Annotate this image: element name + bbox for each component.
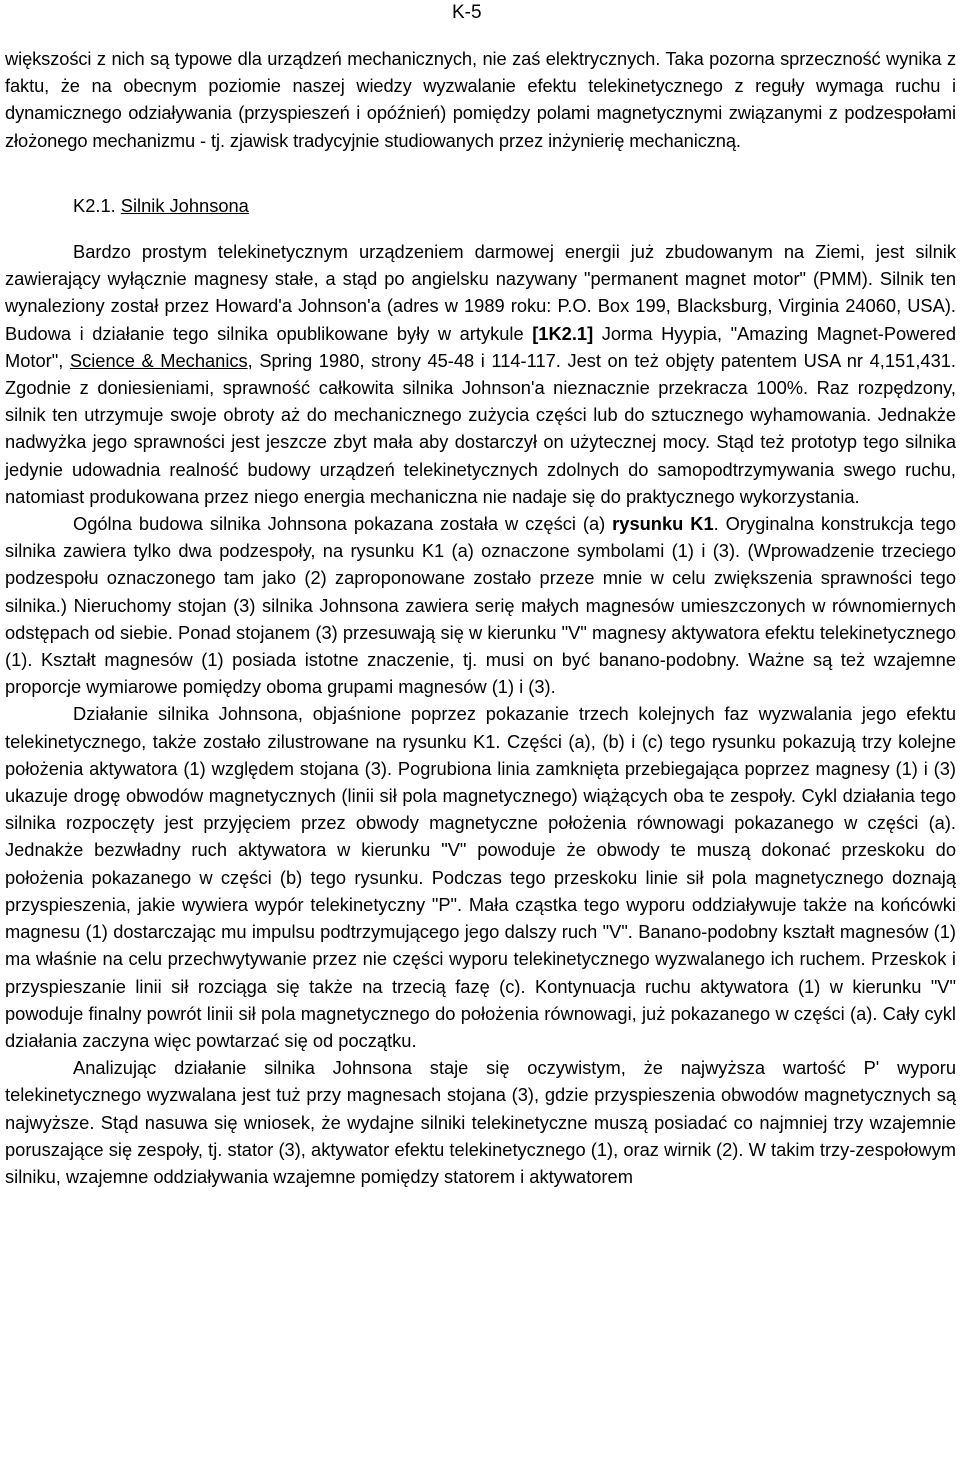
paragraph-1-text-c: , Spring 1980, strony 45-48 i 114-117. Jest on też objęty patentem USA nr 4,151,431. Zgodnie z doniesieniami, sprawność całkowita silnika Johnson'a nieznacznie przekracza 100%. Raz rozpędzony, silnik ten utrzymuje swoje obroty aż do mechanicznego zużycia części lub do sztucznego wyhamowania. Jednakże nadwyżka jego sprawności jest jeszcze zbyt mała aby dostarczył on użytecznej mocy. Stąd też prototyp tego silnika jedynie udowadnia realność budowy urządzeń telekinetycznych zdolnych do samopodtrzymywania swego ruchu, natomiast produkowana przez niego energia mechaniczna nie nadaje się do praktycznego wykorzystania. xyxy=(5,349,956,507)
journal-name: Science & Mechanics xyxy=(69,349,248,371)
section-title: Silnik Johnsona xyxy=(120,194,249,216)
paragraph-2 xyxy=(5,510,956,700)
paragraph-1-text-a: Bardzo prostym telekinetycznym urządzeniem darmowej energii już zbudowanym na Ziemi, jest silnik zawierający wyłącznie magnesy stałe, a stąd po angielsku nazywany "permanent magnet motor" (PMM). Silnik ten wynaleziony został przez Howard'a Johnson'a (adres w 1989 roku: P.O. Box 199, Blacksburg, Virginia 24060, USA). Budowa i działanie tego silnika opublikowane były w artykule xyxy=(5,241,956,344)
document-body xyxy=(5,45,956,1190)
paragraph-2-text-a: Ogólna budowa silnika Johnsona pokazana została w części (a) xyxy=(73,513,613,535)
intro-paragraph: większości z nich są typowe dla urządzeń mechanicznych, nie zaś elektrycznych. Taka pozorna sprzeczność wynika z faktu, że na obecnym poziomie naszej wiedzy wyzwalanie efektu telekinetycznego z reguły wymaga ruchu i dynamicznego odziaływania (przyspieszeń i opóźnień) pomiędzy polami magnetycznymi związanymi z podzespołami złożonego mechanizmu - tj. zjawisk tradycyjnie studiowanych przez inżynierię mechaniczną. xyxy=(5,48,956,151)
section-heading xyxy=(5,192,956,219)
paragraph-1 xyxy=(5,238,956,510)
section-number: K2.1. xyxy=(73,194,116,216)
paragraph-4: Analizując działanie silnika Johnsona staje się oczywistym, że najwyższa wartość P' wyporu telekinetycznego wyzwalana jest tuż przy magnesach stojana (3), gdzie przyspieszenia obwodów magnetycznych są najwyższe. Stąd nasuwa się wniosek, że wydajne silniki telekinetyczne muszą posiadać co najmniej trzy wzajemnie poruszające się zespoły, tj. stator (3), aktywator efektu telekinetycznego (1), oraz wirnik (2). W takim trzy-zespołowym silniku, wzajemne oddziaływania wzajemne pomiędzy statorem i aktywatorem xyxy=(5,1057,956,1187)
figure-reference: rysunku K1 xyxy=(612,513,714,535)
reference-citation: [1K2.1] xyxy=(532,322,594,344)
paragraph-3: Działanie silnika Johnsona, objaśnione poprzez pokazanie trzech kolejnych faz wyzwalania jego efektu telekinetycznego, także zostało zilustrowane na rysunku K1. Części (a), (b) i (c) tego rysunku pokazują trzy kolejne położenia aktywatora (1) względem stojana (3). Pogrubiona linia zamknięta przebiegająca poprzez magnesy (1) i (3) ukazuje drogę obwodów magnetycznych (linii sił pola magnetycznego) wiążących oba te zespoły. Cykl działania tego silnika rozpoczęty jest przyjęciem przez obwody magnetyczne położenia równowagi pokazanego w części (a). Jednakże bezwładny ruch aktywatora w kierunku "V" powoduje że obwody te muszą dokonać przeskoku do położenia pokazanego w części (b) tego rysunku. Podczas tego przeskoku linie sił pola magnetycznego doznają przyspieszenia, jakie wywiera wypór telekinetyczny "P". Mała cząstka tego wyporu oddziaływuje także na końcówki magnesu (1) dostarczając mu impulsu podtrzymującego jego dalszy ruch "V". Banano-podobny kształt magnesów (1) ma właśnie na celu przechwytywanie przez nie części wyporu telekinetycznego wyzwalanego ich ruchem. Przeskok i przyspieszanie linii sił rozciąga się także na trzecią fazę (c). Kontynuacja ruchu aktywatora (1) w kierunku "V" powoduje finalny powrót linii sił pola magnetycznego do położenia równowagi, już pokazanego w części (a). Cały cykl działania zaczyna więc powtarzać się od początku. xyxy=(5,703,956,1051)
paragraph-1-text-b: Jorma Hyypia, "Amazing Magnet-Powered Motor", xyxy=(5,322,956,371)
page-number: K-5 xyxy=(452,2,482,23)
paragraph-2-text-b: . Oryginalna konstrukcja tego silnika zawiera tylko dwa podzespoły, na rysunku K1 (a) oznaczone symbolami (1) i (3). (Wprowadzenie trzeciego podzespołu oznaczonego tam jako (2) zaproponowane zostało przeze mnie w celu zwiększenia sprawności tego silnika.) Nieruchomy stojan (3) silnika Johnsona zawiera serię małych magnesów umieszczonych w równomiernych odstępach od siebie. Ponad stojanem (3) przesuwają się w kierunku "V" magnesy aktywatora efektu telekinetycznego (1). Kształt magnesów (1) posiada istotne znaczenie, tj. musi on być banano-podobny. Ważne są też wzajemne proporcje wymiarowe pomiędzy oboma grupami magnesów (1) i (3). xyxy=(5,513,956,698)
